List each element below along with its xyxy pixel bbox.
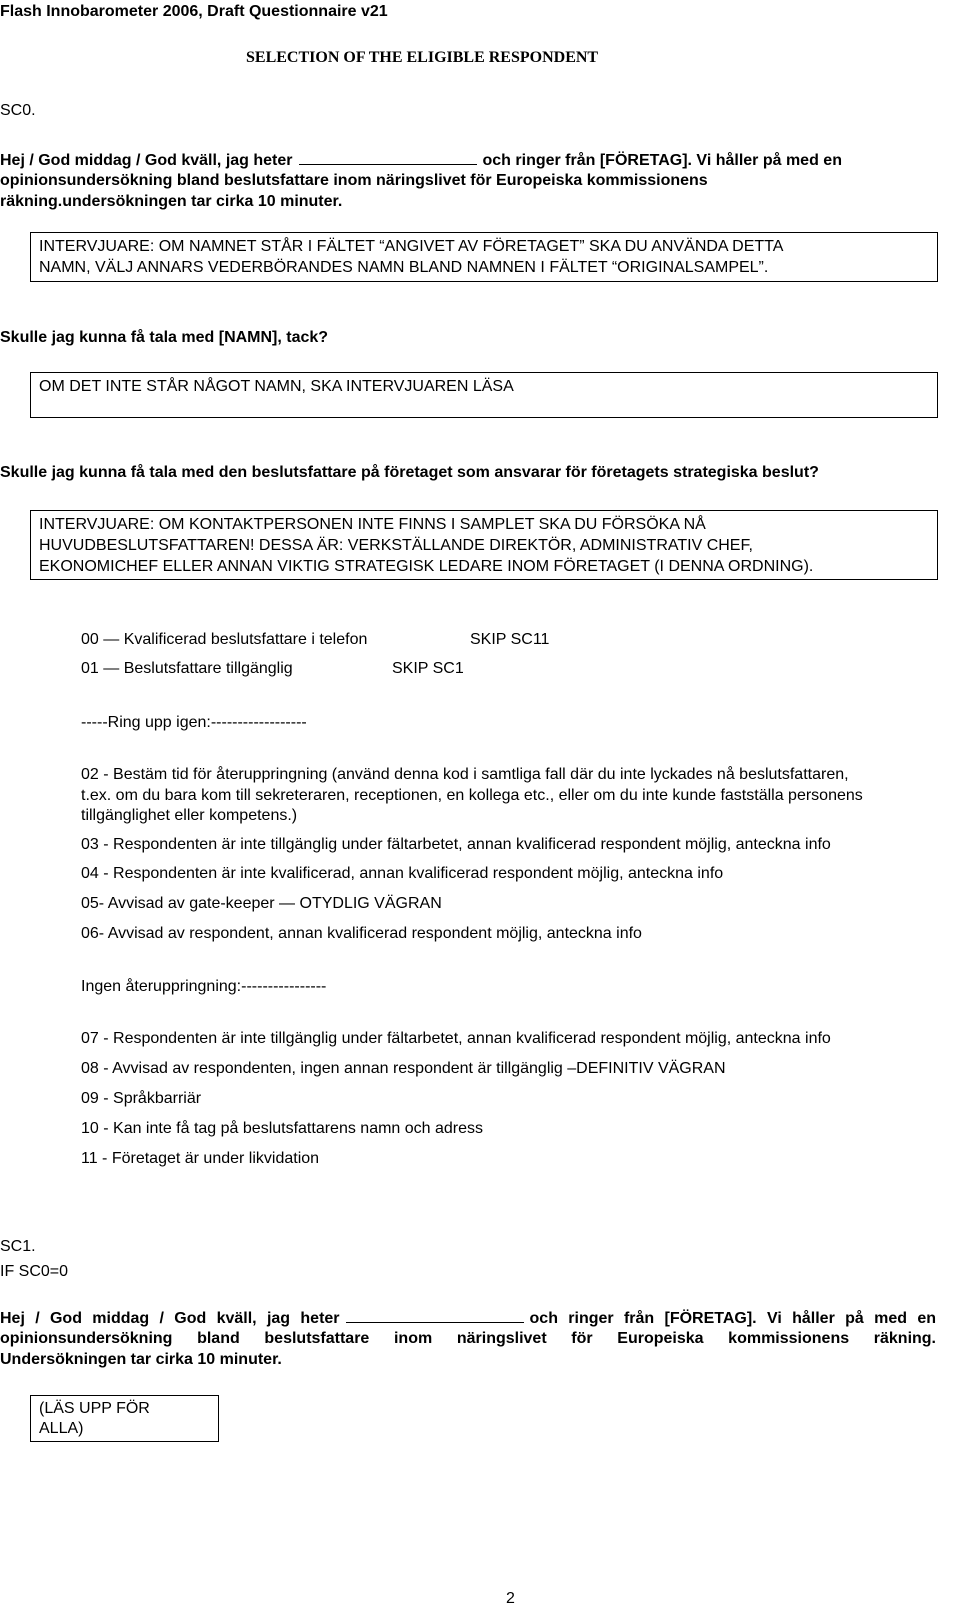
option-03: 03 - Respondenten är inte tillgänglig under fältarbetet, annan kvalificerad respondent möjlig, anteckna info (81, 836, 831, 853)
sc0-intro-part1: Hej / God middag / God kväll, jag heter (0, 152, 293, 169)
box3-line1: INTERVJUARE: OM KONTAKTPERSONEN INTE FINNS I SAMPLET SKA DU FÖRSÖKA NÅ (39, 516, 706, 533)
sc1-intro-part1: Hej / God middag / God kväll, jag heter (0, 1310, 340, 1327)
section-title: SELECTION OF THE ELIGIBLE RESPONDENT (246, 49, 599, 66)
option-08: 08 - Avvisad av respondenten, ingen annan respondent är tillgänglig –DEFINITIV VÄGRAN (81, 1060, 726, 1077)
option-07: 07 - Respondenten är inte tillgänglig under fältarbetet, annan kvalificerad respondent möjlig, anteckna info (81, 1030, 831, 1047)
sc1-intro-line1 (0, 1308, 936, 1329)
interviewer-instruction-box-1 (30, 232, 938, 282)
sc0-intro-line1 (0, 150, 920, 171)
read-box-line1: (LÄS UPP FÖR (39, 1400, 150, 1417)
box2-text: OM DET INTE STÅR NÅGOT NAMN, SKA INTERVJUAREN LÄSA (39, 378, 514, 395)
sc1-intro-line3: Undersökningen tar cirka 10 minuter. (0, 1351, 282, 1368)
box1-line2: NAMN, VÄLJ ANNARS VEDERBÖRANDES NAMN BLAND NAMNEN I FÄLTET “ORIGINALSAMPEL”. (39, 259, 769, 276)
option-11: 11 - Företaget är under likvidation (81, 1150, 320, 1167)
option-05: 05- Avvisad av gate-keeper — OTYDLIG VÄGRAN (81, 895, 442, 912)
read-box-line2: ALLA) (39, 1420, 84, 1437)
option-04: 04 - Respondenten är inte kvalificerad, annan kvalificerad respondent möjlig, anteckna info (81, 865, 724, 882)
question-ask-name: Skulle jag kunna få tala med [NAMN], tack? (0, 329, 329, 346)
option-09: 09 - Språkbarriär (81, 1090, 202, 1107)
option-06: 06- Avvisad av respondent, annan kvalificerad respondent möjlig, anteckna info (81, 925, 642, 942)
name-blank-line (299, 150, 477, 165)
option-00: 00 — Kvalificerad beslutsfattare i telefon (81, 631, 368, 648)
interviewer-instruction-box-3 (30, 510, 938, 580)
box1-line1: INTERVJUARE: OM NAMNET STÅR I FÄLTET “ANGIVET AV FÖRETAGET” SKA DU ANVÄNDA DETTA (39, 238, 784, 255)
interviewer-instruction-box-2 (30, 372, 938, 418)
sc1-intro-part2: och ringer från [FÖRETAG]. Vi håller på med en (529, 1310, 936, 1327)
sc1-label: SC1. (0, 1238, 36, 1255)
no-callback-heading: Ingen återuppringning:---------------- (81, 978, 327, 995)
option-01-skip: SKIP SC1 (392, 660, 464, 677)
read-to-all-box (30, 1395, 219, 1442)
option-02-line2: t.ex. om du bara kom till sekreteraren, receptionen, en kollega etc., eller om du inte kunde fastställa personens (81, 787, 863, 804)
page-number: 2 (506, 1590, 515, 1607)
option-01: 01 — Beslutsfattare tillgänglig (81, 660, 293, 677)
option-00-skip: SKIP SC11 (470, 631, 550, 648)
sc0-label: SC0. (0, 102, 36, 119)
option-02-line3: tillgänglighet eller kompetens.) (81, 807, 298, 824)
document-header: Flash Innobarometer 2006, Draft Questionnaire v21 (0, 3, 388, 20)
sc1-intro-line2: opinionsundersökning bland beslutsfattare inom näringslivet för Europeiska kommissionens räkning. (0, 1330, 936, 1347)
ring-again-heading: -----Ring upp igen:------------------ (81, 714, 307, 731)
sc1-condition: IF SC0=0 (0, 1263, 69, 1280)
sc0-intro-part2: och ringer från [FÖRETAG]. Vi håller på med en (482, 152, 842, 169)
option-02-line1: 02 - Bestäm tid för återuppringning (använd denna kod i samtliga fall där du inte lyckades nå beslutsfattaren, (81, 766, 849, 783)
box3-line3: EKONOMICHEF ELLER ANNAN VIKTIG STRATEGISK LEDARE INOM FÖRETAGET (I DENNA ORDNING). (39, 558, 814, 575)
sc0-intro-line2: opinionsundersökning bland beslutsfattare inom näringslivet för Europeiska kommissionens (0, 172, 708, 189)
option-10: 10 - Kan inte få tag på beslutsfattarens namn och adress (81, 1120, 484, 1137)
sc0-intro-line3: räkning.undersökningen tar cirka 10 minuter. (0, 193, 343, 210)
sc1-name-blank-line (346, 1308, 524, 1323)
question-ask-decision-maker: Skulle jag kunna få tala med den beslutsfattare på företaget som ansvarar för företagets strategiska beslut? (0, 464, 819, 481)
box3-line2: HUVUDBESLUTSFATTAREN! DESSA ÄR: VERKSTÄLLANDE DIREKTÖR, ADMINISTRATIV CHEF, (39, 537, 753, 554)
